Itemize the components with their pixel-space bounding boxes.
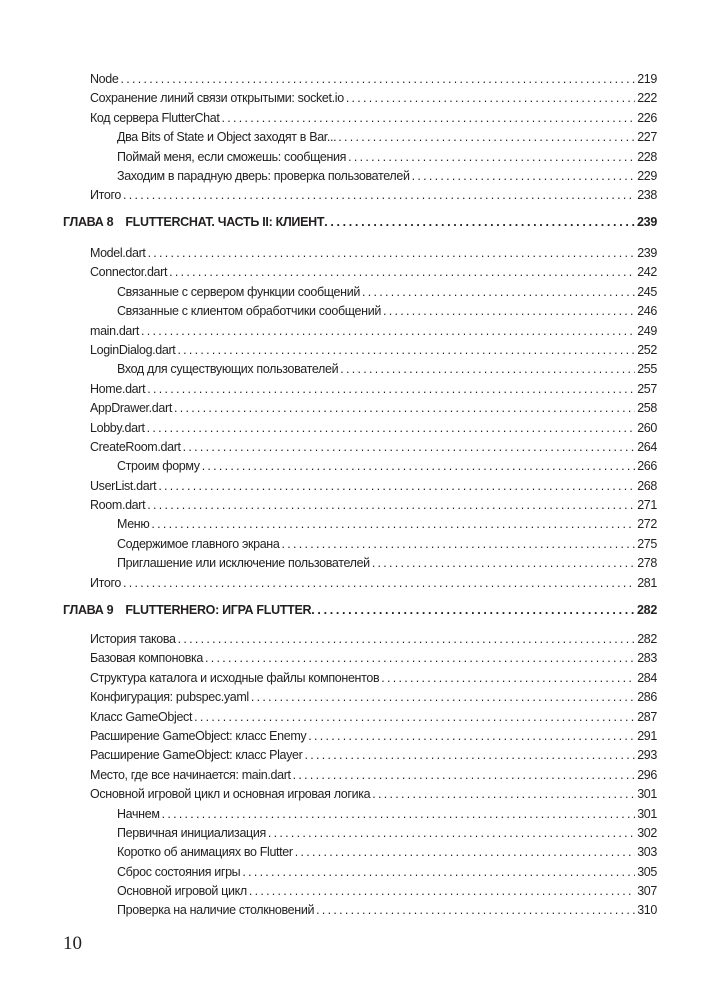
toc-entry-page: 246 <box>637 304 657 319</box>
toc-entry <box>90 128 657 147</box>
toc-entry-page: 249 <box>637 323 657 338</box>
toc-entry <box>90 322 657 341</box>
dot-leader <box>293 766 636 785</box>
toc-entry-page: 301 <box>637 787 657 802</box>
dot-leader <box>205 649 635 668</box>
toc-entry <box>90 574 657 593</box>
toc-entry-title: Заходим в парадную дверь: проверка пользователей <box>117 168 410 183</box>
toc-entry-title: LoginDialog.dart <box>90 342 176 357</box>
toc-entry <box>90 399 657 418</box>
toc-entry-title: Сброс состояния игры <box>117 864 241 879</box>
toc-entry-title: Поймай меня, если сможешь: сообщения <box>117 149 347 164</box>
page-number: 10 <box>63 933 82 954</box>
dot-leader <box>202 457 636 476</box>
toc-entry <box>90 360 657 379</box>
toc-entry-title: Связанные с клиентом обработчики сообщений <box>117 304 381 319</box>
toc-entry <box>90 341 657 360</box>
dot-leader <box>194 708 635 727</box>
dot-leader <box>308 727 635 746</box>
toc-entry-title: Два Bits of State и Object заходят в Bar... <box>117 130 337 145</box>
toc-chapter-9 <box>63 600 657 620</box>
toc-entry-title: Model.dart <box>90 246 146 260</box>
dot-leader <box>372 554 635 573</box>
toc-entry-page: 282 <box>637 632 657 646</box>
toc-entry <box>90 554 657 573</box>
toc-entry-page: 307 <box>637 884 657 899</box>
chapter-title: FLUTTERCHAT. ЧАСТЬ II: КЛИЕНТ <box>125 215 325 229</box>
toc-entry-title: Итого <box>90 575 122 590</box>
dot-leader <box>147 496 635 515</box>
toc-entry-title: Класс GameObject <box>90 709 193 724</box>
toc-entry-title: Расширение GameObject: класс Enemy <box>90 728 307 743</box>
dot-leader <box>348 148 635 167</box>
toc-entry-title: История такова <box>90 632 176 646</box>
chapter-number: ГЛАВА 8 <box>63 215 114 229</box>
toc-entry <box>90 302 657 321</box>
dot-leader <box>381 669 635 688</box>
toc-entry-title: Коротко об анимациях во Flutter <box>117 845 293 860</box>
dot-leader <box>162 805 636 824</box>
dot-leader <box>242 863 635 882</box>
dot-leader <box>304 746 635 765</box>
toc-entry <box>90 766 657 785</box>
toc-entry-title: Приглашение или исключение пользователей <box>117 556 370 571</box>
toc-entry-title: Connector.dart <box>90 265 168 280</box>
toc-entry-title: Сохранение линий связи открытыми: socket.io <box>90 91 344 106</box>
toc-entry <box>90 457 657 476</box>
toc-entry <box>90 727 657 746</box>
chapter-number: ГЛАВА 9 <box>63 603 114 617</box>
toc-entry <box>90 882 657 901</box>
toc-entry-page: 226 <box>637 110 657 125</box>
dot-leader <box>249 882 635 901</box>
toc-entry <box>90 630 657 649</box>
toc-entry-title: Итого <box>90 188 122 203</box>
toc-entry <box>90 244 657 263</box>
toc-entry-page: 278 <box>637 556 657 571</box>
dot-leader <box>324 212 637 232</box>
toc-block-2 <box>90 244 657 593</box>
toc-entry-page: 245 <box>637 284 657 299</box>
toc-entry-title: Home.dart <box>90 381 146 396</box>
toc-entry <box>90 419 657 438</box>
toc-entry-title: Первичная инициализация <box>117 825 266 840</box>
toc-entry <box>90 89 657 108</box>
toc-entry-title: AppDrawer.dart <box>90 401 172 416</box>
toc-entry <box>90 380 657 399</box>
toc-entry-title: Начнем <box>117 806 160 821</box>
toc-entry-page: 264 <box>637 439 657 454</box>
toc-entry-title: Lobby.dart <box>90 420 145 435</box>
dot-leader <box>148 244 636 263</box>
toc-entry-page: 257 <box>637 381 657 396</box>
toc-entry-page: 291 <box>637 728 657 743</box>
toc-entry-page: 301 <box>637 806 657 821</box>
toc-entry-page: 275 <box>637 536 657 551</box>
toc-entry <box>90 109 657 128</box>
toc-entry-title: Основной игровой цикл и основная игровая логика <box>90 787 371 802</box>
toc-entry-page: 252 <box>637 342 657 357</box>
dot-leader <box>158 477 635 496</box>
toc-entry <box>90 70 657 89</box>
dot-leader <box>141 322 635 341</box>
toc-entry-title: main.dart <box>90 323 139 338</box>
toc-entry <box>90 283 657 302</box>
toc-entry-page: 222 <box>637 91 657 106</box>
dot-leader <box>178 630 636 649</box>
toc-entry-page: 310 <box>637 903 657 918</box>
toc-entry-page: 305 <box>637 864 657 879</box>
dot-leader <box>295 843 635 862</box>
toc-entry <box>90 186 657 205</box>
toc-entry-title: Вход для существующих пользователей <box>117 362 339 377</box>
toc-entry-page: 272 <box>637 517 657 532</box>
toc-chapter-8 <box>63 212 657 232</box>
dot-leader <box>174 399 635 418</box>
toc-entry-page: 228 <box>637 149 657 164</box>
toc-entry <box>90 785 657 804</box>
dot-leader <box>268 824 635 843</box>
toc-entry-title: Базовая компоновка <box>90 651 204 666</box>
toc-entry-page: 266 <box>637 459 657 474</box>
toc-entry-title: Связанные с сервером функции сообщений <box>117 284 360 299</box>
toc-entry <box>90 515 657 534</box>
toc-entry <box>90 901 657 920</box>
toc-entry-page: 287 <box>637 709 657 724</box>
dot-leader <box>222 109 636 128</box>
dot-leader <box>123 574 635 593</box>
toc-entry <box>90 708 657 727</box>
toc-entry-page: 238 <box>637 188 657 203</box>
toc-entry <box>90 863 657 882</box>
toc-entry-page: 281 <box>637 575 657 590</box>
dot-leader <box>362 283 635 302</box>
toc-entry-page: 242 <box>637 265 657 280</box>
toc-entry-page: 284 <box>637 670 657 685</box>
toc-entry-page: 229 <box>637 168 657 183</box>
toc-entry-title: Код сервера FlutterChat <box>90 110 220 125</box>
dot-leader <box>151 515 635 534</box>
toc-entry-title: Конфигурация: pubspec.yaml <box>90 690 249 705</box>
toc-entry <box>90 746 657 765</box>
toc-entry-page: 302 <box>637 825 657 840</box>
toc-entry-title: Расширение GameObject: класс Player <box>90 748 303 763</box>
toc-block-3 <box>90 630 657 921</box>
toc-entry-page: 255 <box>637 362 657 377</box>
toc-entry-title: Проверка на наличие столкновений <box>117 903 315 918</box>
toc-entry-page: 227 <box>637 130 657 145</box>
toc-block-1 <box>90 70 657 206</box>
dot-leader <box>412 167 636 186</box>
dot-leader <box>281 535 635 554</box>
toc-entry-page: 260 <box>637 420 657 435</box>
chapter-page: 282 <box>637 603 657 617</box>
toc-entry-page: 271 <box>637 498 657 513</box>
toc-entry <box>90 438 657 457</box>
dot-leader <box>338 128 635 147</box>
toc-entry-page: 303 <box>637 845 657 860</box>
toc-entry-title: Строим форму <box>117 459 200 474</box>
toc-entry-page: 296 <box>637 767 657 782</box>
dot-leader <box>251 688 635 707</box>
toc-entry <box>90 843 657 862</box>
toc-entry <box>90 148 657 167</box>
toc-entry <box>90 688 657 707</box>
chapter-title: FLUTTERHERO: ИГРА FLUTTER <box>125 603 312 617</box>
toc-entry-page: 268 <box>637 478 657 493</box>
toc-entry-title: Основной игровой цикл <box>117 884 247 899</box>
toc-entry-title: Node <box>90 72 119 86</box>
toc-entry <box>90 805 657 824</box>
dot-leader <box>183 438 636 457</box>
toc-entry <box>90 669 657 688</box>
dot-leader <box>372 785 635 804</box>
toc-entry <box>90 649 657 668</box>
dot-leader <box>383 302 635 321</box>
dot-leader <box>120 70 635 89</box>
dot-leader <box>169 263 635 282</box>
chapter-page: 239 <box>637 215 657 229</box>
toc-entry <box>90 496 657 515</box>
toc-entry <box>90 535 657 554</box>
toc-entry-title: Room.dart <box>90 498 146 513</box>
dot-leader <box>147 380 635 399</box>
dot-leader <box>311 600 637 620</box>
dot-leader <box>316 901 635 920</box>
toc-entry-title: Содержимое главного экрана <box>117 536 280 551</box>
dot-leader <box>147 419 636 438</box>
toc-entry-page: 239 <box>637 246 657 260</box>
toc-entry-page: 286 <box>637 690 657 705</box>
toc-entry <box>90 263 657 282</box>
toc-entry-page: 283 <box>637 651 657 666</box>
dot-leader <box>340 360 635 379</box>
toc-entry <box>90 167 657 186</box>
toc-entry <box>90 477 657 496</box>
toc-entry-title: Структура каталога и исходные файлы компонентов <box>90 670 380 685</box>
toc-entry-title: Меню <box>117 517 150 532</box>
dot-leader <box>346 89 635 108</box>
toc-entry-page: 293 <box>637 748 657 763</box>
toc-entry <box>90 824 657 843</box>
dot-leader <box>177 341 635 360</box>
toc-entry-page: 219 <box>637 72 657 86</box>
toc-entry-title: CreateRoom.dart <box>90 439 181 454</box>
toc-entry-page: 258 <box>637 401 657 416</box>
toc-entry-title: Место, где все начинается: main.dart <box>90 767 291 782</box>
dot-leader <box>123 186 635 205</box>
toc-entry-title: UserList.dart <box>90 478 157 493</box>
